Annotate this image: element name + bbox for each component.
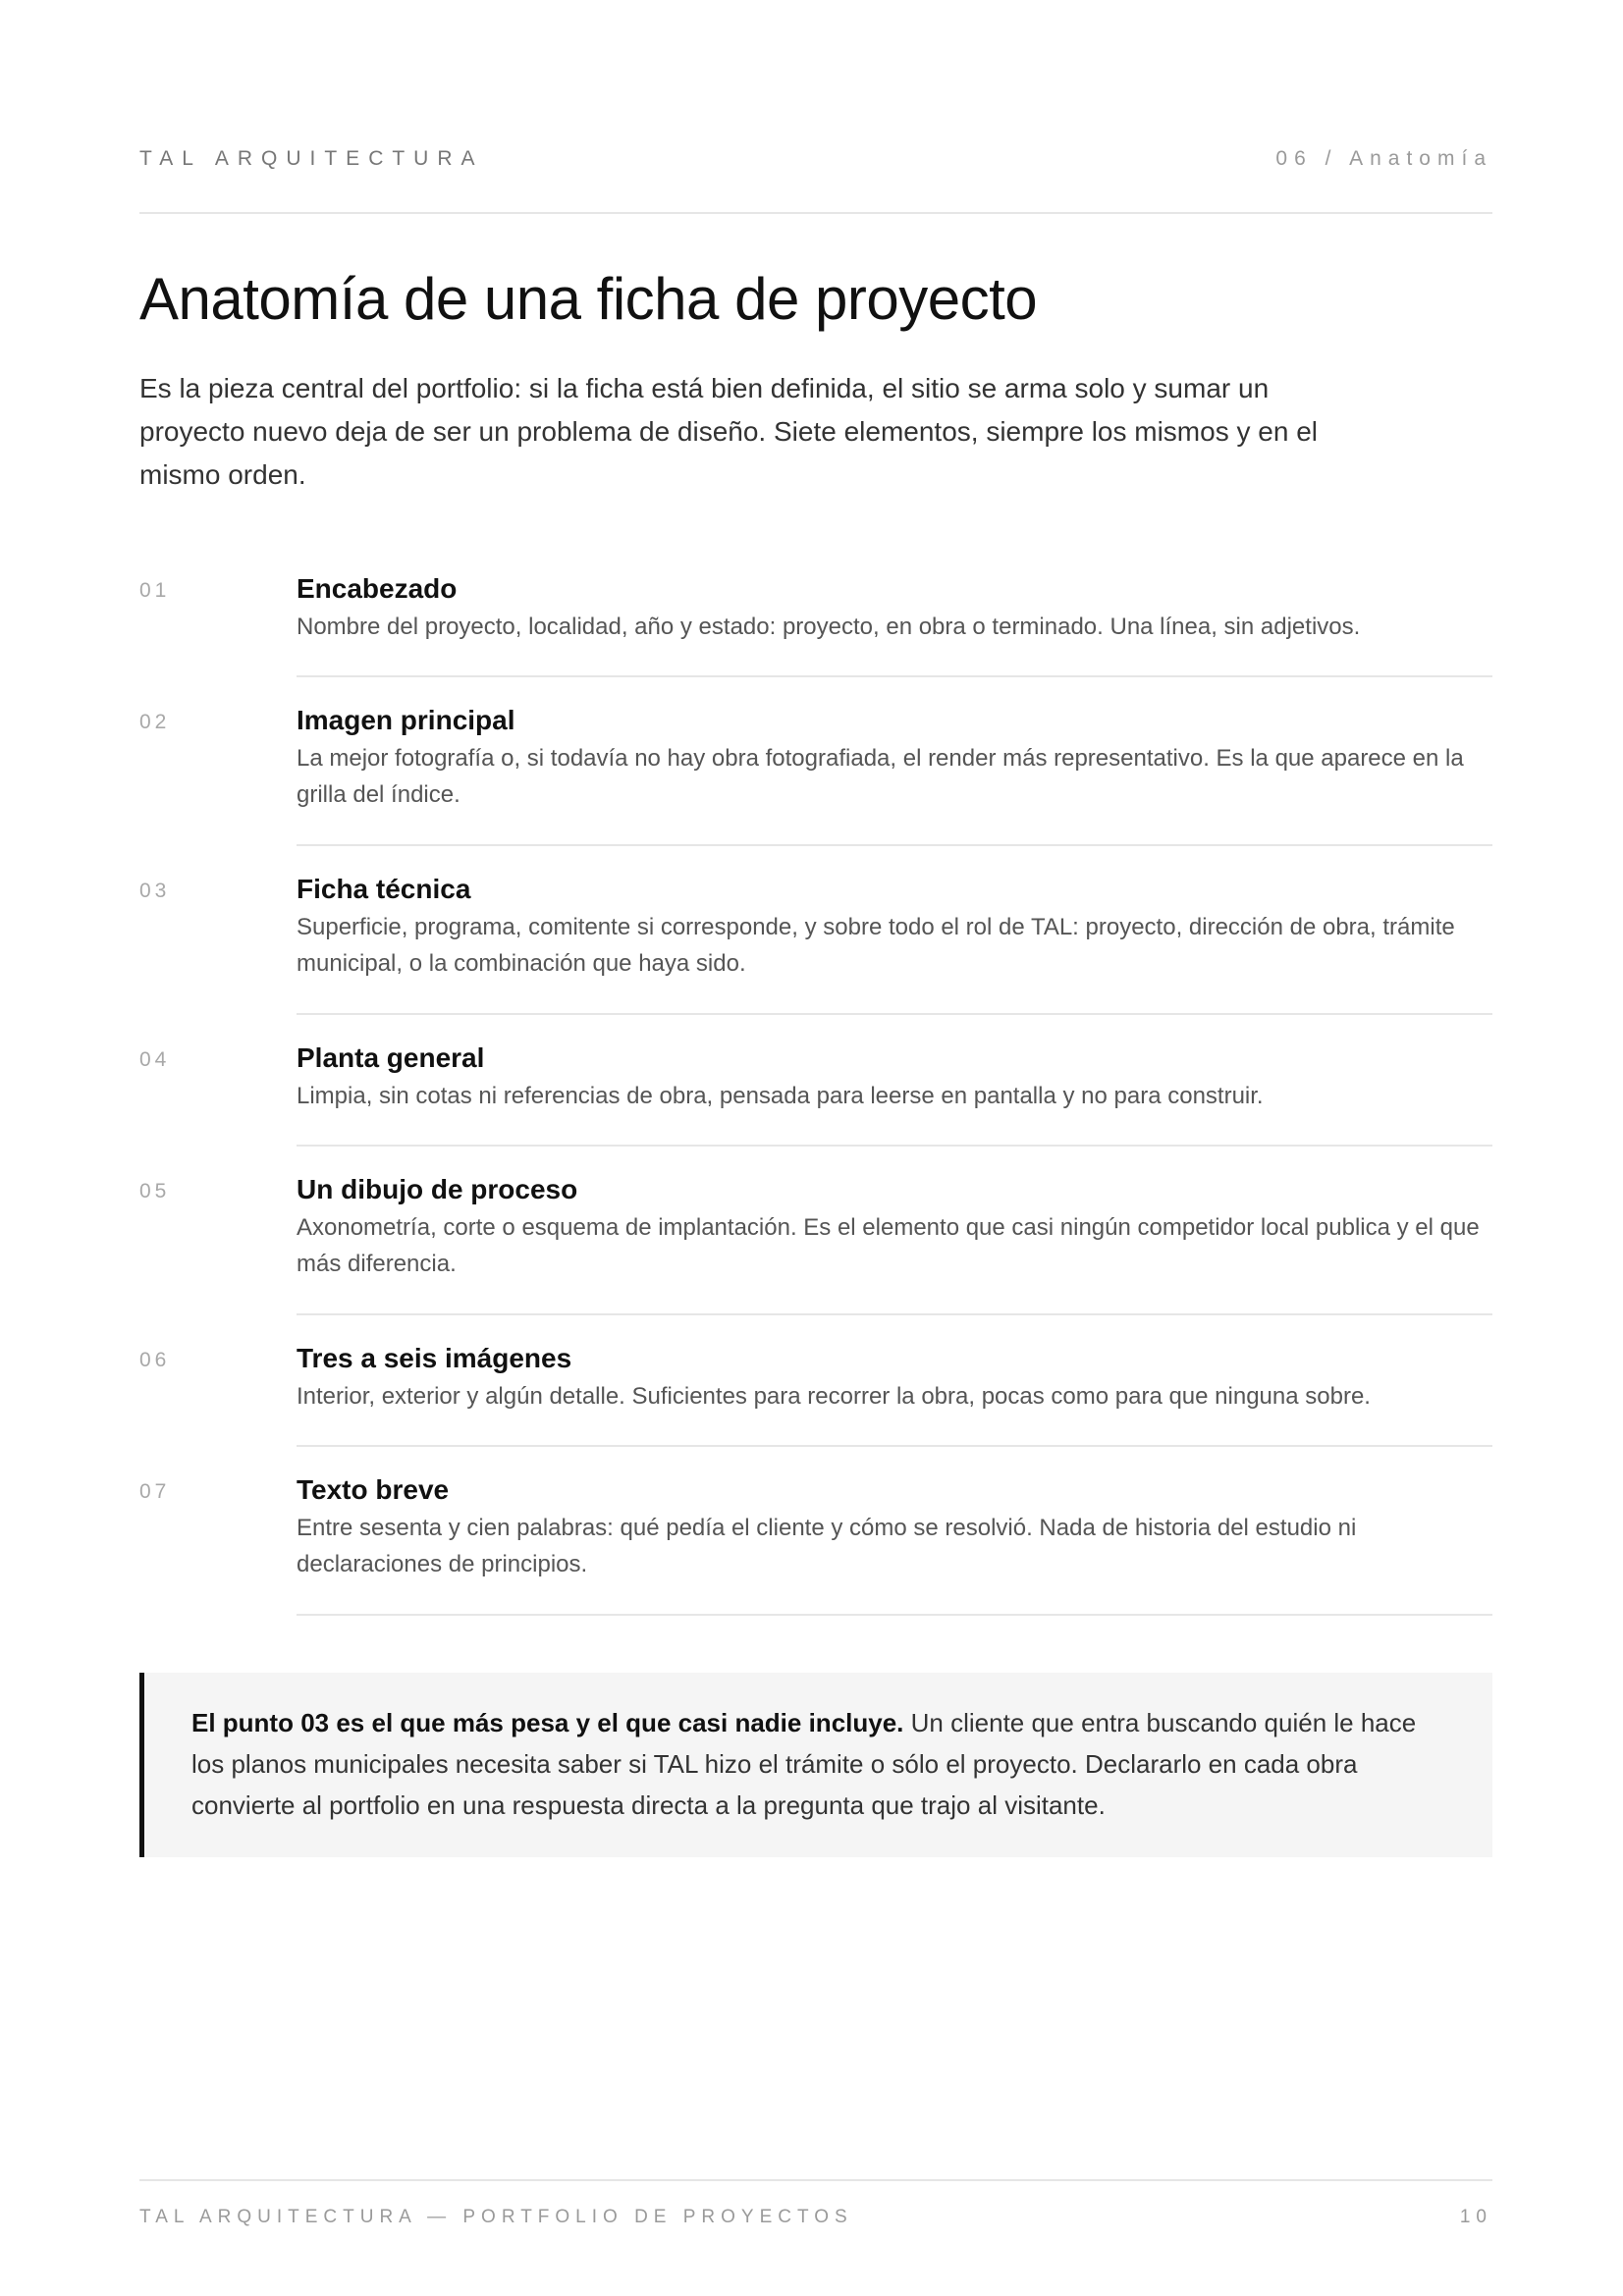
item-title: Imagen principal <box>297 705 515 735</box>
item-number: 06 <box>139 1349 171 1371</box>
item-text: Nombre del proyecto, localidad, año y estado: proyecto, en obra o terminado. Una línea, sin adjetivos. <box>297 614 1361 640</box>
item-text: Interior, exterior y algún detalle. Suficientes para recorrer la obra, pocas como para que ninguna sobre. <box>297 1383 1371 1410</box>
item-number: 05 <box>139 1180 171 1202</box>
page-title: Anatomía de una ficha de proyecto <box>139 266 1038 332</box>
header-brand: TAL ARQUITECTURA <box>139 147 484 170</box>
item-number: 04 <box>139 1048 171 1071</box>
item-title: Planta general <box>297 1042 485 1073</box>
header-divider <box>139 212 1492 214</box>
item-text: Limpia, sin cotas ni referencias de obra, pensada para leerse en pantalla y no para construir. <box>297 1083 1264 1109</box>
item-number: 02 <box>139 711 171 733</box>
item-text: Entre sesenta y cien palabras: qué pedía el cliente y cómo se resolvió. Nada de historia del estudio ni declaraciones de principios. <box>297 1515 1357 1577</box>
item-number: 07 <box>139 1480 171 1503</box>
item-body <box>297 870 1492 1015</box>
item-title: Tres a seis imágenes <box>297 1343 572 1373</box>
callout-text: Un cliente que entra buscando quién le hace los planos municipales necesita saber si TAL hizo el trámite o sólo el proyecto. Declararlo en cada obra convierte al portfolio en una respuesta directa a la pregunta que trajo al visitante. <box>191 1708 1417 1820</box>
item-body <box>297 1470 1492 1616</box>
item-text: Axonometría, corte o esquema de implantación. Es el elemento que casi ningún competidor local publica y el que más diferencia. <box>297 1214 1480 1277</box>
item-text: La mejor fotografía o, si todavía no hay obra fotografiada, el render más representativo. Es la que aparece en la grilla del índice. <box>297 745 1464 808</box>
item-body <box>297 569 1492 677</box>
element-list <box>139 569 1492 1639</box>
item-number: 03 <box>139 880 171 902</box>
item-title: Un dibujo de proceso <box>297 1174 578 1204</box>
item-title: Ficha técnica <box>297 874 471 904</box>
item-body <box>297 1339 1492 1447</box>
item-title: Encabezado <box>297 573 458 604</box>
item-number: 01 <box>139 579 171 602</box>
list-item <box>139 870 1492 1039</box>
item-body <box>297 1170 1492 1315</box>
list-item <box>139 569 1492 701</box>
item-body <box>297 1039 1492 1147</box>
page-number: 10 <box>1459 2207 1492 2227</box>
header-section: 06 / Anatomía <box>1275 147 1492 170</box>
running-footer <box>139 2207 1492 2228</box>
list-item <box>139 1039 1492 1170</box>
footer-title: TAL ARQUITECTURA — PORTFOLIO DE PROYECTOS <box>139 2207 853 2227</box>
item-body <box>297 701 1492 846</box>
list-item <box>139 701 1492 870</box>
list-item <box>139 1470 1492 1639</box>
callout-lead: El punto 03 es el que más pesa y el que casi nadie incluye. <box>191 1708 904 1737</box>
running-header <box>139 147 1492 171</box>
callout-box <box>139 1673 1492 1857</box>
list-item <box>139 1339 1492 1470</box>
item-text: Superficie, programa, comitente si corresponde, y sobre todo el rol de TAL: proyecto, dirección de obra, trámite municipal, o la combinación que haya sido. <box>297 914 1455 977</box>
item-title: Texto breve <box>297 1474 450 1505</box>
footer-divider <box>139 2179 1492 2181</box>
page <box>139 0 1492 2296</box>
intro-paragraph: Es la pieza central del portfolio: si la ficha está bien definida, el sitio se arma solo y sumar un proyecto nuevo deja de ser un problema de diseño. Siete elementos, siempre los mismos y en el mismo orden. <box>139 373 1318 490</box>
list-item <box>139 1170 1492 1339</box>
